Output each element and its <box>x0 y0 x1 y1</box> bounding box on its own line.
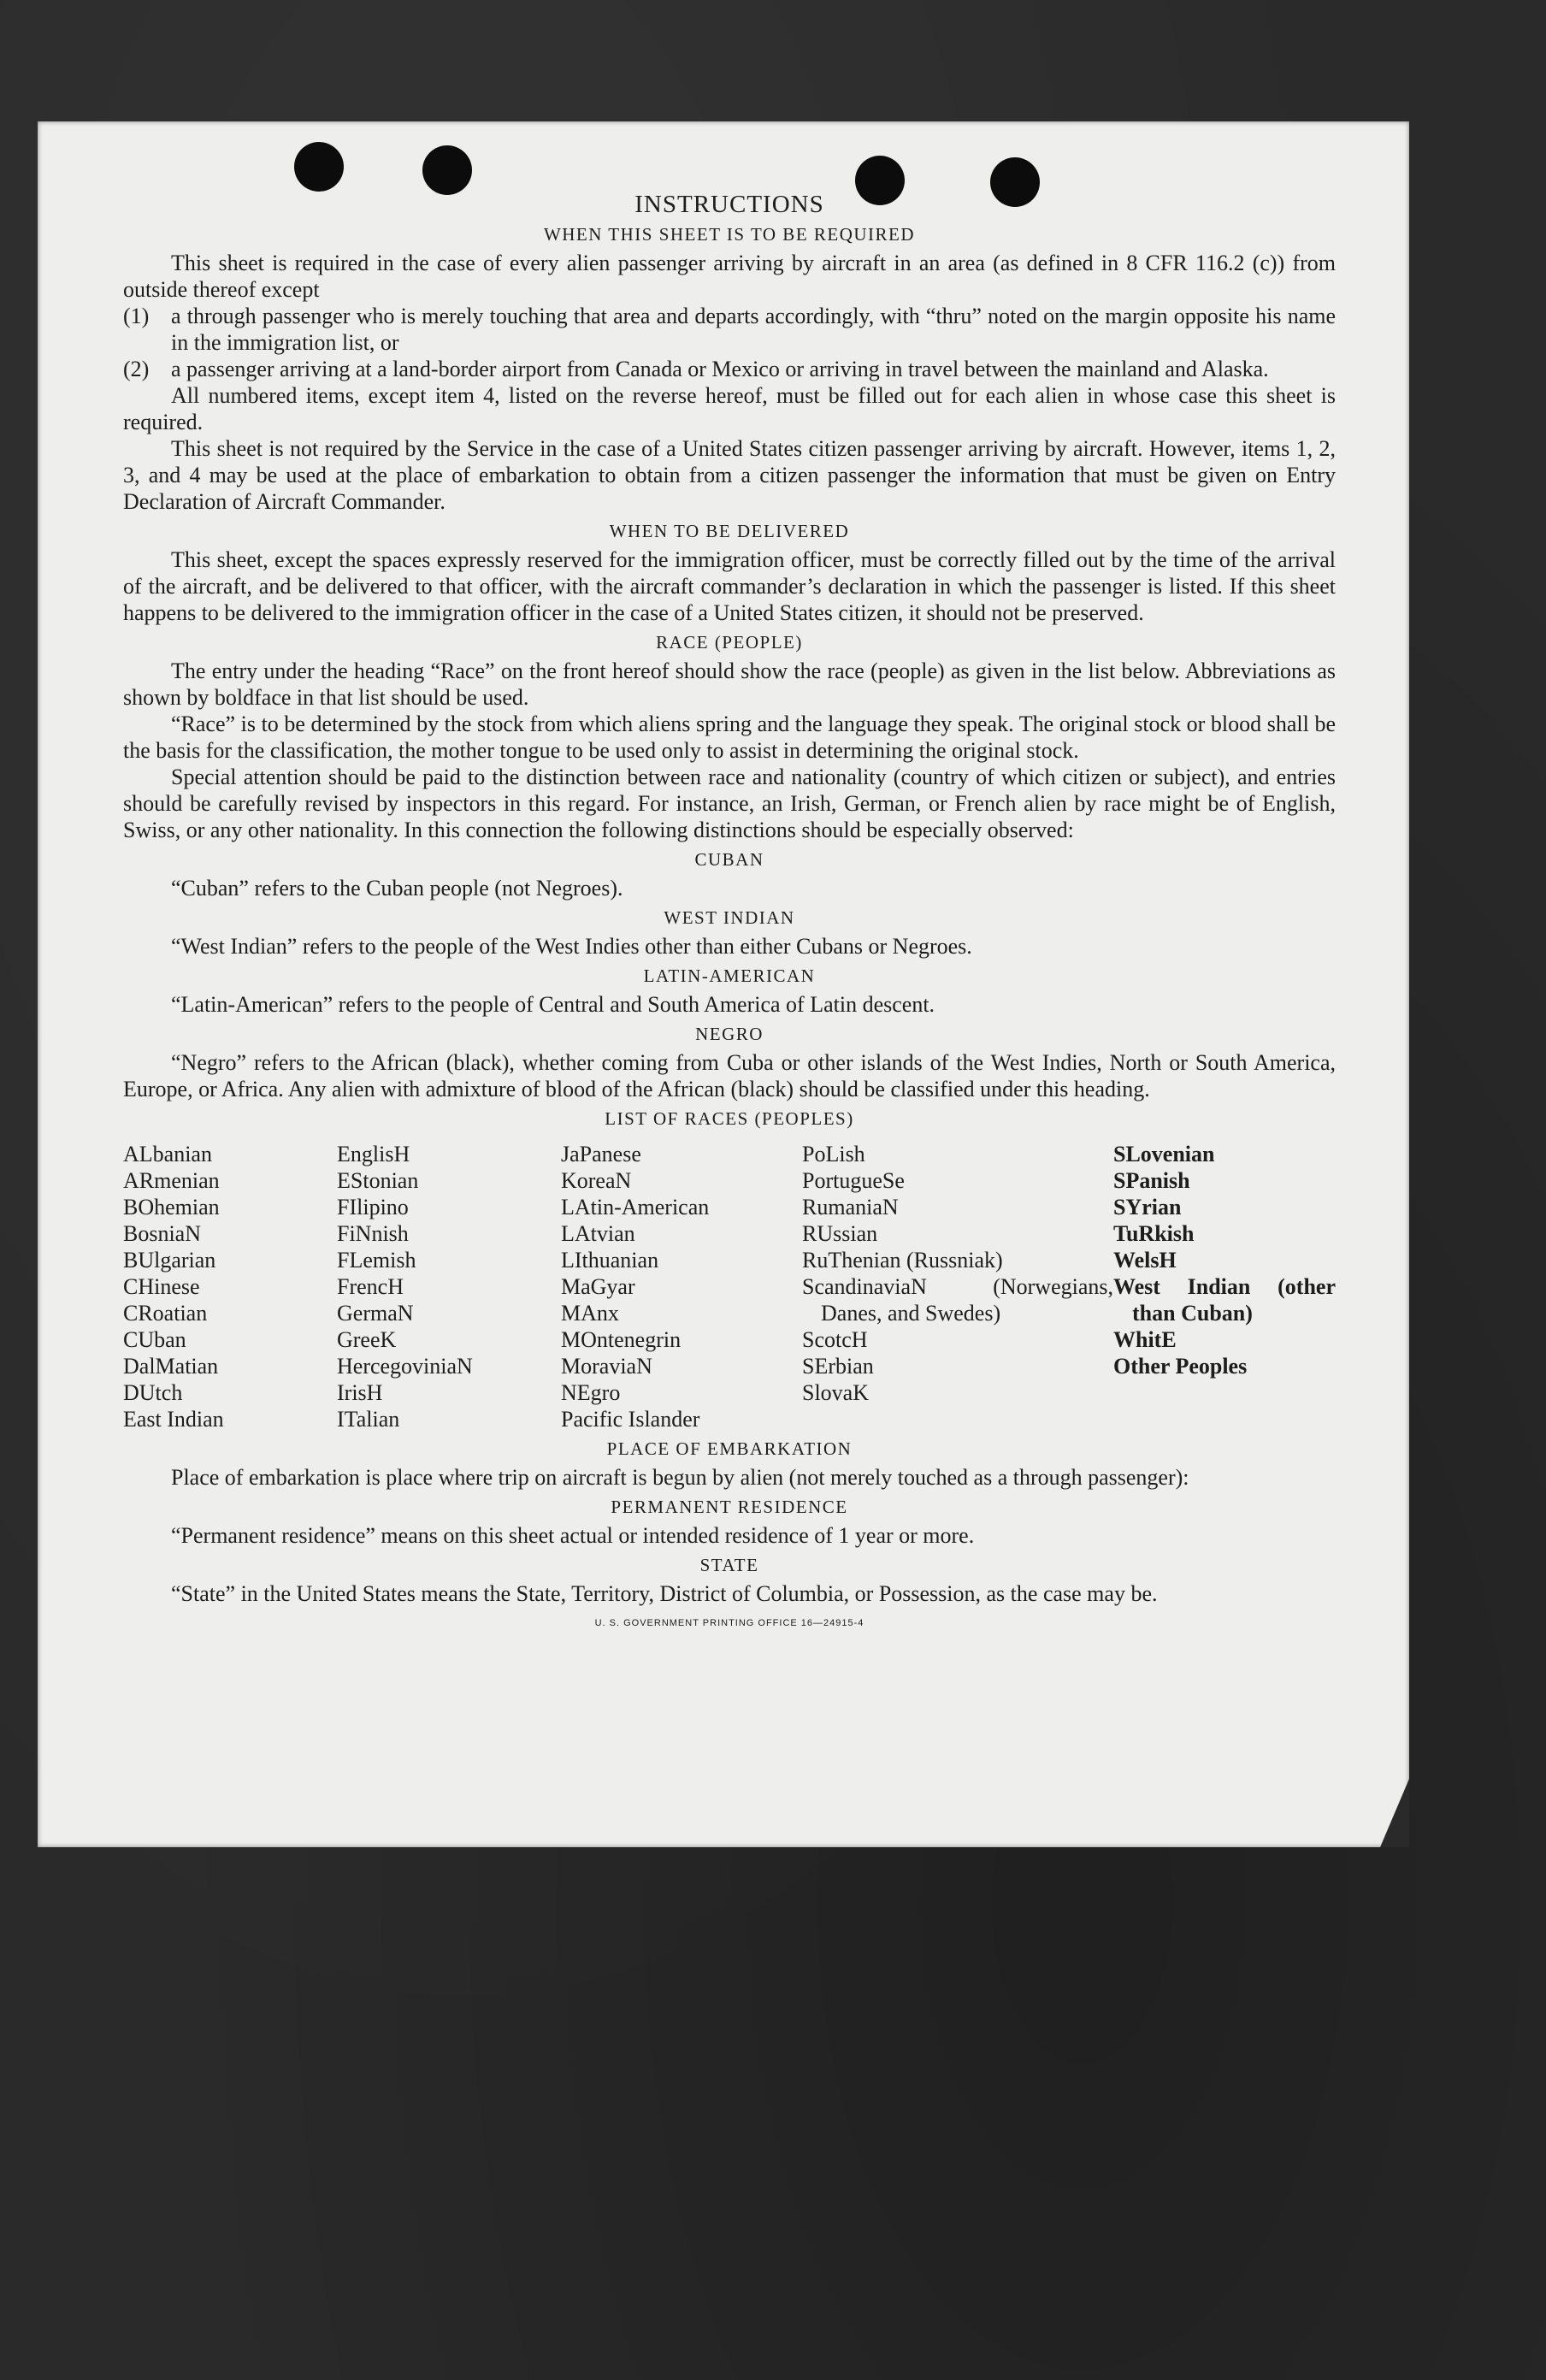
race-entry: WelsH <box>1113 1248 1177 1273</box>
race-entry: SYrian <box>1113 1195 1182 1220</box>
race-entry: HercegoviniaN <box>337 1354 473 1379</box>
race-entry: LIthuanian <box>561 1248 659 1273</box>
race-entry: SErbian <box>802 1354 874 1379</box>
race-entry: RUssian <box>802 1221 878 1246</box>
paragraph: All numbered items, except item 4, listed on the reverse hereof, must be filled out for each alien in whose case this sheet is required. <box>123 383 1336 434</box>
race-entry: MaGyar <box>561 1274 635 1299</box>
paragraph: Place of embarkation is place where trip on aircraft is begun by alien (not merely touched as a through passenger): <box>171 1465 1189 1490</box>
race-entry: GreeK <box>337 1327 397 1352</box>
race-entry: Other Peoples <box>1113 1354 1248 1379</box>
section-heading: RACE (PEOPLE) <box>656 632 803 653</box>
section-heading: PLACE OF EMBARKATION <box>606 1438 853 1459</box>
section-heading: WHEN THIS SHEET IS TO BE REQUIRED <box>543 224 916 245</box>
races-column <box>1113 1141 1336 1432</box>
race-entry: ARmenian <box>123 1168 220 1193</box>
item-number: (2) <box>123 357 150 381</box>
race-entry: GermaN <box>337 1301 414 1326</box>
race-entry: ITalian <box>337 1407 400 1432</box>
races-list <box>123 1141 1336 1432</box>
paragraph: “West Indian” refers to the people of the West Indies other than either Cubans or Negroes. <box>171 934 972 959</box>
race-entry: CHinese <box>123 1274 200 1299</box>
races-column <box>337 1141 561 1432</box>
race-entry: FrencH <box>337 1274 404 1299</box>
list-item <box>123 303 1336 356</box>
race-entry: DalMatian <box>123 1354 219 1379</box>
section-heading: WEST INDIAN <box>664 907 795 928</box>
race-entry: ScandinaviaN (Norwegians, Danes, and Swedes) <box>802 1274 1113 1326</box>
race-entry: East Indian <box>123 1407 224 1432</box>
paragraph: Special attention should be paid to the distinction between race and nationality (country of which citizen or subject), and entries should be carefully revised by inspectors in this regard. For instance, an Irish, German, or French alien by race might be of English, Swiss, or any other nationality. In this connection the following distinctions should be especially observed: <box>123 765 1336 842</box>
paragraph: This sheet is not required by the Service in the case of a United States citizen passenger arriving by aircraft. However, items 1, 2, 3, and 4 may be used at the place of embarkation to obtain from a citizen passenger the information that must be given on Entry Declaration of Aircraft Commander. <box>123 436 1336 514</box>
folded-corner <box>1380 1779 1409 1847</box>
paragraph: “Permanent residence” means on this sheet actual or intended residence of 1 year or more. <box>171 1523 975 1548</box>
race-entry: FIlipino <box>337 1195 409 1220</box>
section-heading: CUBAN <box>694 849 764 870</box>
race-entry: KoreaN <box>561 1168 632 1193</box>
race-entry: ALbanian <box>123 1142 212 1166</box>
paragraph: The entry under the heading “Race” on the front hereof should show the race (people) as given in the list below. Abbreviations as shown by boldface in that list should be used. <box>123 658 1336 710</box>
section-heading: NEGRO <box>695 1024 764 1044</box>
item-number: (1) <box>123 304 150 328</box>
races-column <box>802 1141 1113 1432</box>
paragraph: This sheet is required in the case of every alien passenger arriving by aircraft in an area (as defined in 8 CFR 116.2 (c)) from outside thereof except <box>123 251 1336 302</box>
race-entry: MAnx <box>561 1301 619 1326</box>
section-heading: LATIN-AMERICAN <box>643 966 816 986</box>
race-entry: SPanish <box>1113 1168 1190 1193</box>
race-entry: CRoatian <box>123 1301 208 1326</box>
race-entry: EnglisH <box>337 1142 410 1166</box>
race-entry: EStonian <box>337 1168 419 1193</box>
race-entry: ScotcH <box>802 1327 868 1352</box>
paragraph: This sheet, except the spaces expressly reserved for the immigration officer, must be correctly filled out by the time of the arrival of the aircraft, and be delivered to that officer, with the aircraft commander’s declaration in which the passenger is listed. If this sheet happens to be delivered to the immigration officer in the case of a United States citizen, it should not be preserved. <box>123 547 1336 625</box>
printer-imprint: U. S. GOVERNMENT PRINTING OFFICE 16—24915-4 <box>594 1618 864 1628</box>
race-entry: LAtin-American <box>561 1195 710 1220</box>
race-entry: PoLish <box>802 1142 865 1166</box>
race-entry: RuThenian (Russniak) <box>802 1248 1003 1273</box>
race-entry: NEgro <box>561 1380 621 1405</box>
section-heading: LIST OF RACES (PEOPLES) <box>605 1108 854 1129</box>
race-entry: West Indian (other than Cuban) <box>1113 1274 1336 1326</box>
race-entry: BosniaN <box>123 1221 201 1246</box>
race-entry: IrisH <box>337 1380 383 1405</box>
race-entry: PortugueSe <box>802 1168 905 1193</box>
paragraph: “Negro” refers to the African (black), whether coming from Cuba or other islands of the West Indies, North or South America, Europe, or Africa. Any alien with admixture of blood of the African (black) should be classified under this heading. <box>123 1050 1336 1101</box>
race-entry: SlovaK <box>802 1380 869 1405</box>
race-entry: FiNnish <box>337 1221 409 1246</box>
paragraph: “Cuban” refers to the Cuban people (not Negroes). <box>171 876 623 901</box>
race-entry: BUlgarian <box>123 1248 216 1273</box>
races-column <box>561 1141 802 1432</box>
instructions-content <box>123 181 1336 1637</box>
paragraph: “Race” is to be determined by the stock from which aliens spring and the language they speak. The original stock or blood shall be the basis for the classification, the mother tongue to be used only to assist in determining the original stock. <box>123 712 1336 763</box>
paragraph: “Latin-American” refers to the people of Central and South America of Latin descent. <box>171 992 935 1017</box>
race-entry: MOntenegrin <box>561 1327 682 1352</box>
race-entry: LAtvian <box>561 1221 635 1246</box>
race-entry: DUtch <box>123 1380 183 1405</box>
races-column <box>123 1141 337 1432</box>
section-heading: STATE <box>699 1555 759 1575</box>
item-text: a passenger arriving at a land-border airport from Canada or Mexico or arriving in travel between the mainland and Alaska. <box>171 357 1269 381</box>
section-heading: WHEN TO BE DELIVERED <box>609 521 850 541</box>
race-entry: FLemish <box>337 1248 416 1273</box>
race-entry: WhitE <box>1113 1327 1177 1352</box>
section-heading: PERMANENT RESIDENCE <box>611 1497 848 1517</box>
item-text: a through passenger who is merely touching that area and departs accordingly, with “thru” noted on the margin opposite his name in the immigration list, or <box>171 304 1336 355</box>
paragraph: “State” in the United States means the State, Territory, District of Columbia, or Possession, as the case may be. <box>171 1581 1158 1606</box>
race-entry: BOhemian <box>123 1195 220 1220</box>
page-title: INSTRUCTIONS <box>634 191 824 218</box>
race-entry: TuRkish <box>1113 1221 1195 1246</box>
race-entry: SLovenian <box>1113 1142 1215 1166</box>
race-entry: Pacific Islander <box>561 1407 700 1432</box>
race-entry: JaPanese <box>561 1142 641 1166</box>
race-entry: RumaniaN <box>802 1195 899 1220</box>
race-entry: MoraviaN <box>561 1354 652 1379</box>
document-sheet <box>38 121 1409 1847</box>
race-entry: CUban <box>123 1327 186 1352</box>
list-item <box>123 356 1336 382</box>
